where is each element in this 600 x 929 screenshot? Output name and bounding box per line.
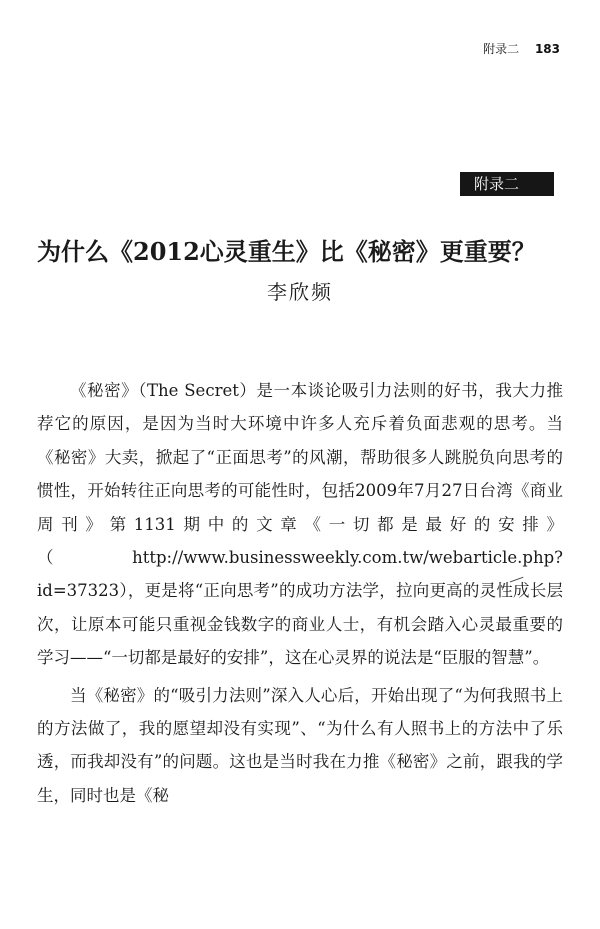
paragraph-2: 当《秘密》的“吸引力法则”深入人心后，开始出现了“为何我照书上的方法做了，我的愿望却没有实现”、“为什么有人照书上的方法中了乐透，而我却没有”的问题。这也是当时我在力推《秘密》之前，跟我的学生，同时也是《秘: [37, 685, 563, 805]
running-head: [483, 40, 560, 57]
article-title: 为什么《2012心灵重生》比《秘密》更重要？: [37, 237, 536, 266]
paragraph-1: 《秘密》（The Secret）是一本谈论吸引力法则的好书，我大力推荐它的原因，是因为当时大环境中许多人充斥着负面悲观的思考。当《秘密》大卖，掀起了“正面思考”的风潮，帮助很多人跳脱负向思考的惯性，开始转往正向思考的可能性时，包括2009年7月27日台湾《商业周刊》第1131期中的文章《一切都是最好的安排》（http://www.businessweekly.com.tw/webarticle.php? id=37323），更是将“正向思考”的成功方法学，拉向更高的灵性成长层次，让原本可能只重视金钱数字的商业人士，有机会踏入心灵最重要的学习——“一切都是最好的安排”，这在心灵界的说法是“臣服的智慧”。: [37, 381, 563, 668]
article-body: [37, 374, 563, 812]
section-tab: [460, 172, 554, 196]
article-author: 李欣频: [267, 280, 333, 304]
running-head-section: 附录二: [483, 42, 520, 56]
page-number: 183: [534, 42, 560, 56]
section-tab-label: 附录二: [474, 175, 520, 193]
